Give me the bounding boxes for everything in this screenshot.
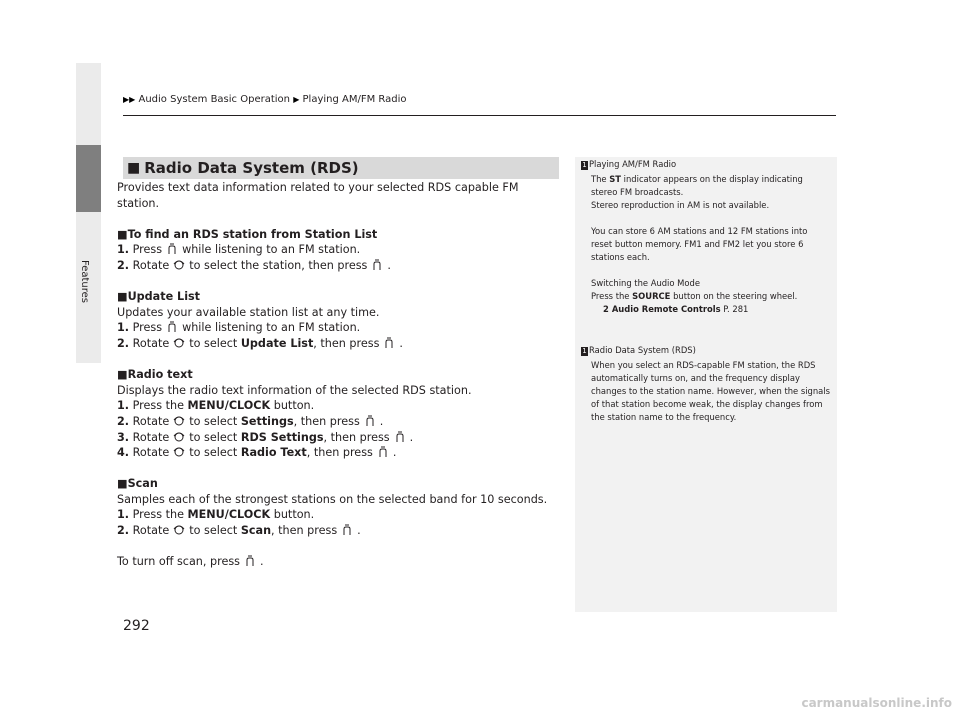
section-desc: Displays the radio text information of the selected RDS station. — [117, 383, 472, 397]
note-title: 1 Playing AM/FM Radio — [582, 159, 677, 169]
subheading-label: To find an RDS station from Station List — [127, 227, 378, 241]
section-desc: Samples each of the strongest stations on the selected band for 10 seconds. — [117, 492, 548, 506]
scan-off-text: To turn off scan, press . — [117, 555, 264, 569]
step: 1. Press the MENU/CLOCK button. — [117, 508, 315, 522]
subheading-label: Update List — [127, 290, 201, 304]
header-rule — [123, 115, 836, 116]
square-bullet-icon: ■ — [127, 160, 141, 176]
breadcrumb-item: Playing AM/FM Radio — [302, 94, 407, 105]
enter-button-icon — [377, 446, 389, 458]
selector-knob-icon — [173, 524, 185, 536]
breadcrumb-arrow-icon: ▶▶ — [123, 95, 136, 104]
enter-button-icon — [341, 524, 353, 536]
note-text: The ST indicator appears on the display indicating stereo FM broadcasts. — [591, 174, 803, 197]
note-text: Switching the Audio Mode — [591, 278, 700, 288]
note-title: 1 Radio Data System (RDS) — [582, 345, 696, 355]
selector-knob-icon — [173, 337, 185, 349]
selector-knob-icon — [173, 415, 185, 427]
watermark: carmanualsonline.info — [801, 696, 952, 710]
enter-button-icon — [394, 431, 406, 443]
enter-button-icon — [244, 555, 256, 567]
selector-knob-icon — [173, 431, 185, 443]
breadcrumb — [123, 94, 407, 105]
chapter-label: Features — [79, 260, 90, 303]
step: 3. Rotate to select RDS Settings, then press . — [117, 430, 414, 444]
section-title: Radio Data System (RDS) — [144, 159, 359, 177]
subheading-label: Radio text — [127, 368, 193, 382]
subheading: ■Radio text — [117, 368, 193, 382]
note-playing-radio — [581, 158, 831, 316]
step: 2. Rotate to select Update List, then press . — [117, 336, 403, 350]
step: 2. Rotate to select the station, then press . — [117, 258, 391, 272]
selector-knob-icon — [173, 259, 185, 271]
section-heading — [123, 157, 559, 179]
step: 2. Rotate to select Settings, then press . — [117, 414, 384, 428]
enter-button-icon — [371, 259, 383, 271]
enter-button-icon — [383, 337, 395, 349]
main-content — [117, 180, 562, 570]
cross-reference-link[interactable]: 2 Audio Remote Controls P. 281 — [603, 304, 749, 314]
note-text: When you select an RDS-capable FM station, the RDS automatically turns on, and the frequency display changes to the station name. However, when the signals of that station become weak, the display changes from the station name to the frequency. — [591, 360, 831, 422]
step: 2. Rotate to select Scan, then press . — [117, 524, 361, 538]
side-tab — [76, 63, 101, 363]
note-text: Stereo reproduction in AM is not available. — [591, 200, 770, 210]
selector-knob-icon — [173, 446, 185, 458]
step: 1. Press the MENU/CLOCK button. — [117, 399, 315, 413]
breadcrumb-arrow-icon: ▶ — [293, 95, 300, 104]
subheading-label: Scan — [127, 477, 158, 491]
section-desc: Updates your available station list at any time. — [117, 305, 380, 319]
enter-button-icon — [166, 243, 178, 255]
note-text: You can store 6 AM stations and 12 FM stations into reset button memory. FM1 and FM2 let you store 6 stations each. — [591, 226, 808, 262]
breadcrumb-item: Audio System Basic Operation — [138, 94, 290, 105]
enter-button-icon — [166, 321, 178, 333]
step: 4. Rotate to select Radio Text, then press . — [117, 446, 397, 460]
side-tab-marker — [76, 145, 101, 212]
reference-arrow-icon: 2 — [603, 304, 609, 314]
step: 1. Press while listening to an FM station. — [117, 243, 361, 257]
page-number: 292 — [123, 618, 150, 634]
note-text: Press the SOURCE button on the steering wheel. — [591, 291, 798, 301]
step: 1. Press while listening to an FM station. — [117, 321, 361, 335]
note-rds — [581, 344, 831, 424]
subheading: ■Update List — [117, 290, 201, 304]
intro-text: Provides text data information related to your selected RDS capable FM station. — [117, 181, 519, 210]
enter-button-icon — [364, 415, 376, 427]
subheading: ■Scan — [117, 477, 158, 491]
subheading: ■To find an RDS station from Station List — [117, 227, 378, 241]
